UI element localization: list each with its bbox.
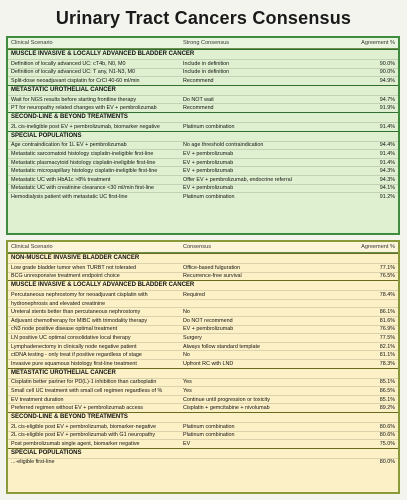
cell-c2: EV + pembrolizumab bbox=[183, 159, 234, 166]
table-row bbox=[8, 325, 398, 334]
table-row bbox=[8, 299, 398, 308]
cell-c3: 94.7% bbox=[379, 96, 395, 103]
cell-c3: 91.9% bbox=[379, 105, 395, 112]
section-title: NON-MUSCLE INVASIVE BLADDER CANCER bbox=[8, 253, 398, 263]
table-row bbox=[8, 439, 398, 448]
cell-c1: Metastatic sarcomatoid histology cisplatin-ineligible first-line bbox=[11, 150, 154, 157]
cell-c1: Metastatic plasmacytoid histology cisplatin-ineligible first-line bbox=[11, 159, 156, 166]
cell-c2: Platinum combination bbox=[183, 423, 235, 430]
cell-c2: No age threshold contraindication bbox=[183, 142, 264, 149]
cell-c1: Definition of locally advanced UC: cT4b, N0, M0 bbox=[11, 60, 126, 67]
table-row bbox=[8, 386, 398, 395]
cell-c2: Yes bbox=[183, 379, 192, 386]
section-title: SPECIAL POPULATIONS bbox=[8, 448, 398, 458]
table-row bbox=[8, 272, 398, 281]
table-row bbox=[8, 342, 398, 351]
cell-c3: 90.0% bbox=[379, 69, 395, 76]
cell-c3: 80.0% bbox=[379, 459, 395, 466]
table-row bbox=[8, 316, 398, 325]
cell-c2: Recommend bbox=[183, 77, 214, 84]
table-row bbox=[8, 59, 398, 68]
table-row bbox=[8, 149, 398, 158]
cell-c1: Percutaneous nephrostomy for neoadjuvant cisplatin with bbox=[11, 291, 148, 298]
cell-c1: ctDNA testing - only treat if positive regardless of stage bbox=[11, 352, 142, 359]
table-row bbox=[8, 359, 398, 368]
page-title: Urinary Tract Cancers Consensus bbox=[55, 8, 352, 28]
cell-c3: 80.6% bbox=[379, 423, 395, 430]
cell-c3: 86.1% bbox=[379, 309, 395, 316]
table-header bbox=[8, 242, 398, 253]
section-title: MUSCLE INVASIVE & LOCALLY ADVANCED BLADDER CANCER bbox=[8, 280, 398, 290]
table-row bbox=[8, 378, 398, 387]
cell-c1: Lymphadenectomy in clinically node negative patient bbox=[11, 343, 137, 350]
cell-c3: 94.4% bbox=[379, 142, 395, 149]
cell-c2: Platinum combination bbox=[183, 193, 235, 200]
cell-c2: Recurrence-free survival bbox=[183, 273, 242, 280]
column-header-c2: Consensus bbox=[183, 244, 211, 250]
cell-c2: Cisplatin + gemcitabine + nivolumab bbox=[183, 405, 270, 412]
cell-c3: 94.3% bbox=[379, 168, 395, 175]
table-row bbox=[8, 431, 398, 440]
cell-c1: Ureteral stents better than percutaneous nephrostomy bbox=[11, 309, 141, 316]
table-row bbox=[8, 333, 398, 342]
cell-c1: hydronephrosis and elevated creatinine bbox=[11, 300, 106, 307]
cell-c3: 76.9% bbox=[379, 326, 395, 333]
section-title: METASTATIC UROTHELIAL CANCER bbox=[8, 85, 398, 95]
table-row bbox=[8, 422, 398, 431]
column-header-c2: Strong Consensus bbox=[183, 40, 230, 46]
cell-c3: 81.1% bbox=[379, 352, 395, 359]
cell-c2: Always follow standard template bbox=[183, 343, 261, 350]
cell-c2: No bbox=[183, 352, 190, 359]
cell-c1: Cisplatin better partner for PD(L)-1 inhibition than carboplatin bbox=[11, 379, 157, 386]
cell-c2: Upfront RC with LND bbox=[183, 360, 234, 367]
table-row bbox=[8, 403, 398, 412]
section-title: SECOND-LINE & BEYOND TREATMENTS bbox=[8, 412, 398, 422]
cell-c3: 75.0% bbox=[379, 440, 395, 447]
table-row bbox=[8, 122, 398, 131]
cell-c3: 77.1% bbox=[379, 264, 395, 271]
cell-c3: 89.2% bbox=[379, 405, 395, 412]
table-row bbox=[8, 103, 398, 112]
cell-c2: Office-based fulguration bbox=[183, 264, 241, 271]
cell-c3: 91.4% bbox=[379, 159, 395, 166]
cell-c1: Preferred regimen without EV + pembrolizumab access bbox=[11, 405, 143, 412]
cell-c3: 94.9% bbox=[379, 77, 395, 84]
table-row bbox=[8, 166, 398, 175]
cell-c1: 2L cis-ineligible post EV + pembrolizumab, biomarker negative bbox=[11, 123, 160, 130]
cell-c1: 2L cis-eligible post EV + pembrolizumab, biomarker-negative bbox=[11, 423, 156, 430]
cell-c3: 78.3% bbox=[379, 360, 395, 367]
cell-c1: Split-dose neoadjuvant cisplatin for CrCl 40-60 ml/min bbox=[11, 77, 140, 84]
cell-c2: Platinum combination bbox=[183, 123, 235, 130]
cell-c3: 90.0% bbox=[379, 60, 395, 67]
cell-c1: Wait for NGS results before starting frontline therapy bbox=[11, 96, 137, 103]
cell-c2: Do NOT wait bbox=[183, 96, 214, 103]
cell-c2: EV + pembrolizumab bbox=[183, 185, 234, 192]
cell-c1: EV treatment duration bbox=[11, 396, 64, 403]
table-row bbox=[8, 290, 398, 299]
table-row bbox=[8, 76, 398, 85]
cell-c3: 76.5% bbox=[379, 273, 395, 280]
cell-c3: 86.5% bbox=[379, 387, 395, 394]
cell-c1: LN positive UC optimal consolidative local therapy bbox=[11, 334, 131, 341]
column-header-c1: Clinical Scenario bbox=[11, 244, 53, 250]
cell-c2: Required bbox=[183, 291, 205, 298]
section-title: SPECIAL POPULATIONS bbox=[8, 131, 398, 141]
section-title: SECOND-LINE & BEYOND TREATMENTS bbox=[8, 112, 398, 122]
table-row bbox=[8, 350, 398, 359]
cell-c2: Include in definition bbox=[183, 60, 230, 67]
cell-c3: 91.4% bbox=[379, 150, 395, 157]
section-title: MUSCLE INVASIVE & LOCALLY ADVANCED BLADDER CANCER bbox=[8, 49, 398, 59]
cell-c2: Offer EV + pembrolizumab, endocrine referral bbox=[183, 176, 292, 183]
cell-c1: Low grade bladder tumor when TURBT not tolerated bbox=[11, 264, 137, 271]
cell-c2: Include in definition bbox=[183, 69, 230, 76]
cell-c1: Hemodialysis patient with metastatic UC first-line bbox=[11, 193, 128, 200]
table-row bbox=[8, 184, 398, 193]
cell-c3: 85.1% bbox=[379, 396, 395, 403]
cell-c2: No bbox=[183, 309, 190, 316]
column-header-c3: Agreement % bbox=[361, 40, 395, 46]
table-row bbox=[8, 175, 398, 184]
cell-c2: EV + pembrolizumab bbox=[183, 326, 234, 333]
cell-c2: Yes bbox=[183, 387, 192, 394]
table-row bbox=[8, 395, 398, 404]
cell-c3: 78.4% bbox=[379, 291, 395, 298]
cell-c1: cN3 node positive disease optimal treatment bbox=[11, 326, 118, 333]
cell-c2: Continue until progression or toxicity bbox=[183, 396, 270, 403]
cell-c1: Definition of locally advanced UC: T any, N1-N3, M0 bbox=[11, 69, 136, 76]
cell-c1: Metastatic UC with HbA1c >8% treatment bbox=[11, 176, 111, 183]
cell-c3: 91.2% bbox=[379, 193, 395, 200]
cell-c1: 2L cis-eligible post EV + pembrolizumab with G1 neuropathy bbox=[11, 432, 156, 439]
section-title: METASTATIC UROTHELIAL CANCER bbox=[8, 368, 398, 378]
cell-c3: 77.5% bbox=[379, 334, 395, 341]
cell-c3: 94.1% bbox=[379, 185, 395, 192]
table-row bbox=[8, 307, 398, 316]
cell-c2: Surgery bbox=[183, 334, 202, 341]
table-row bbox=[8, 192, 398, 201]
cell-c3: 80.6% bbox=[379, 432, 395, 439]
cell-c2: EV + pembrolizumab bbox=[183, 150, 234, 157]
cell-c3: 85.1% bbox=[379, 379, 395, 386]
cell-c3: 81.6% bbox=[379, 317, 395, 324]
cell-c1: Small cell UC treatment with small cell regimen regardless of % bbox=[11, 387, 163, 394]
cell-c1: Invasive pure squamous histology first-line treatment bbox=[11, 360, 137, 367]
cell-c1: PT for neuropathy related changes with EV + pembrolizumab bbox=[11, 105, 157, 112]
cell-c2: EV + pembrolizumab bbox=[183, 168, 234, 175]
strong-consensus-table bbox=[6, 36, 400, 235]
table-header bbox=[8, 38, 398, 49]
table-row bbox=[8, 458, 398, 467]
cell-c1: Metastatic micropapillary histology cisplatin-ineligible first-line bbox=[11, 168, 158, 175]
table-row bbox=[8, 263, 398, 272]
cell-c3: 91.4% bbox=[379, 123, 395, 130]
cell-c1: Post pembrolizumab single agent, biomarker negative bbox=[11, 440, 140, 447]
cell-c2: Recommend bbox=[183, 105, 214, 112]
cell-c2: Platinum combination bbox=[183, 432, 235, 439]
table-row bbox=[8, 68, 398, 77]
cell-c1: Metastatic UC with creatinine clearance <30 ml/min first-line bbox=[11, 185, 155, 192]
consensus-table bbox=[6, 240, 400, 494]
cell-c2: EV bbox=[183, 440, 191, 447]
cell-c1: ...-eligible first-line bbox=[11, 459, 55, 466]
column-header-c1: Clinical Scenario bbox=[11, 40, 53, 46]
table-row bbox=[8, 158, 398, 167]
cell-c2: Do NOT recommend bbox=[183, 317, 233, 324]
table-row bbox=[8, 95, 398, 104]
table-row bbox=[8, 141, 398, 150]
cell-c1: Age contraindication for 1L EV + pembrolizumab bbox=[11, 142, 127, 149]
cell-c1: Adjuvant chemotherapy for MIBC with trimodality therapy bbox=[11, 317, 148, 324]
cell-c3: 94.3% bbox=[379, 176, 395, 183]
cell-c3: 82.1% bbox=[379, 343, 395, 350]
column-header-c3: Agreement % bbox=[361, 244, 395, 250]
cell-c1: BCG unresponsive treatment endpoint choice bbox=[11, 273, 120, 280]
